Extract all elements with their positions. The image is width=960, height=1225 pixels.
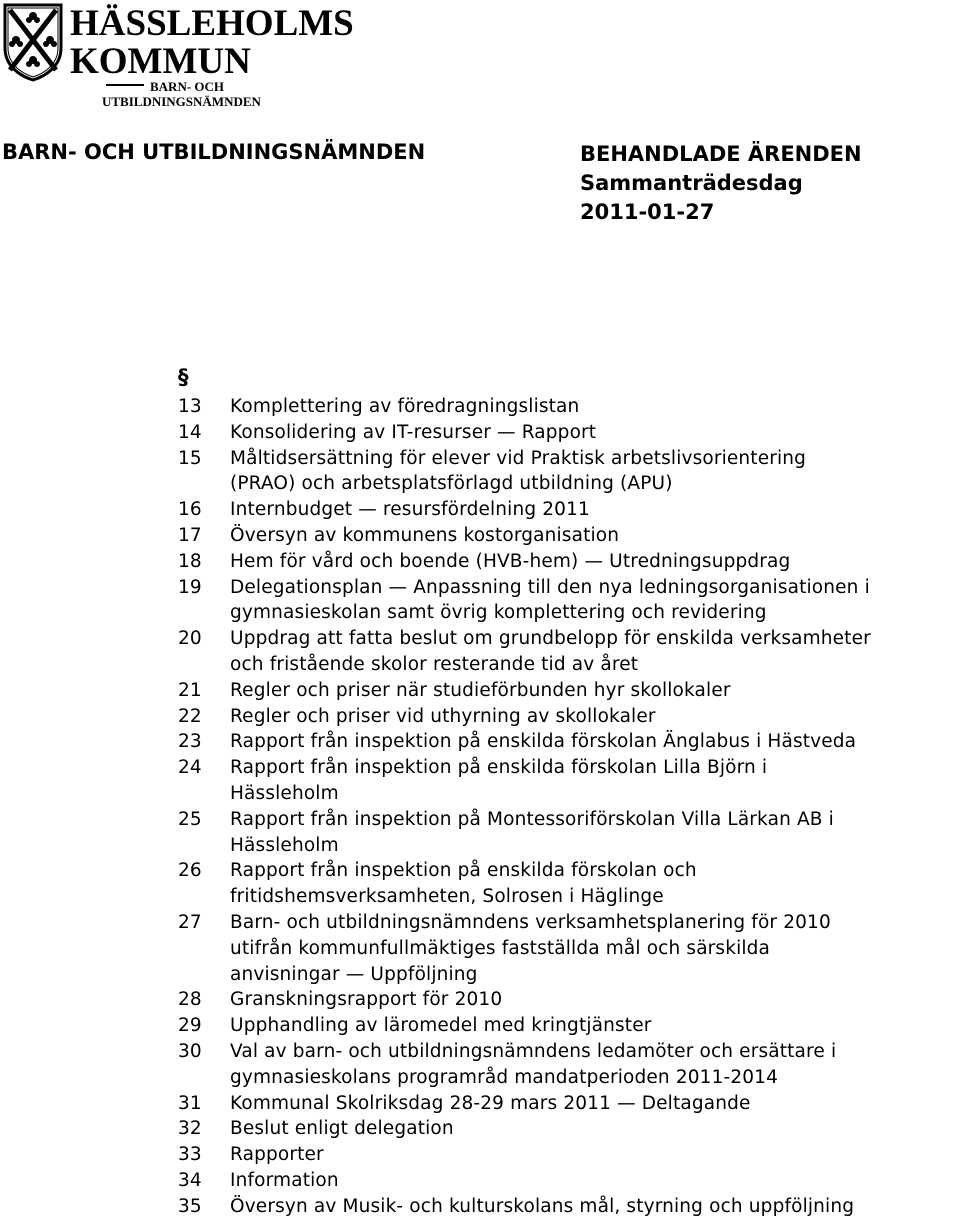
logo: [0, 0, 354, 112]
agenda-item: [178, 626, 958, 678]
agenda-item-number: 31: [178, 1092, 202, 1114]
agenda-item-line: Måltidsersättning för elever vid Praktisk arbetslivsorientering: [230, 447, 807, 469]
agenda-item-number: 24: [178, 757, 202, 779]
agenda-item: [178, 678, 958, 704]
agenda-item-line: Kommunal Skolriksdag 28-29 mars 2011 — Deltagande: [230, 1092, 751, 1114]
agenda-item: [178, 497, 958, 523]
agenda-item-number: 13: [178, 396, 202, 417]
agenda-item-number: 27: [178, 911, 202, 933]
agenda-item-text: [230, 1142, 958, 1168]
agenda-item: [178, 1091, 958, 1117]
agenda-item-line: anvisningar — Uppföljning: [230, 963, 478, 985]
agenda-item: [178, 420, 958, 446]
agenda-item: [178, 704, 958, 730]
agenda-item-text: [230, 807, 958, 859]
agenda-item-line: Hässleholm: [230, 834, 339, 856]
agenda-item-line: Uppdrag att fatta beslut om grundbelopp för enskilda verksamheter: [230, 628, 871, 650]
agenda-item-text: [230, 420, 958, 446]
agenda-item: [178, 1116, 958, 1142]
agenda-item-text: [230, 910, 958, 987]
agenda-item: [178, 1039, 958, 1091]
agenda-item-number: 23: [178, 731, 202, 753]
agenda-item-text: [230, 1168, 958, 1194]
agenda-item: [178, 858, 958, 910]
agenda-item-line: Upphandling av läromedel med kringtjänster: [230, 1015, 652, 1037]
agenda-item-text: [230, 858, 958, 910]
agenda-item-line: utifrån kommunfullmäktiges fastställda mål och särskilda: [230, 937, 771, 959]
agenda-item-text: [230, 626, 958, 678]
agenda-list: [178, 394, 958, 1220]
agenda-item-line: Översyn av Musik- och kulturskolans mål, styrning och uppföljning: [230, 1195, 855, 1217]
agenda-item-number: 14: [178, 421, 202, 443]
logo-rule: [106, 84, 144, 86]
agenda-item-line: Information: [230, 1169, 339, 1191]
agenda-item: [178, 1142, 958, 1168]
agenda-item-number: 30: [178, 1040, 202, 1062]
agenda-item-number: 16: [178, 499, 202, 521]
agenda-item-line: Hässleholm: [230, 782, 339, 804]
agenda-item-line: gymnasieskolans programråd mandatperioden 2011-2014: [230, 1066, 779, 1088]
agenda-item-number: 34: [178, 1169, 202, 1191]
agenda-item-text: [230, 549, 958, 575]
agenda-item-text: [230, 497, 958, 523]
agenda-item: [178, 394, 958, 420]
agenda-item-line: gymnasieskolan samt övrig komplettering och revidering: [230, 602, 767, 624]
logo-subtitle-line2: UTBILDNINGSNÄMNDEN: [102, 94, 261, 109]
committee-heading: BARN- OCH UTBILDNINGSNÄMNDEN: [2, 140, 426, 164]
agenda-item-line: och fristående skolor resterande tid av året: [230, 653, 639, 675]
agenda-item: [178, 1013, 958, 1039]
agenda-item-line: (PRAO) och arbetsplatsförlagd utbildning (APU): [230, 473, 673, 495]
section-sign: §: [178, 365, 189, 389]
agenda-item: [178, 446, 958, 498]
agenda-item-number: 32: [178, 1118, 202, 1140]
agenda-item-text: [230, 1116, 958, 1142]
meeting-label: Sammanträdesdag: [580, 171, 803, 195]
agenda-item-number: 35: [178, 1195, 202, 1217]
agenda-item: [178, 549, 958, 575]
meeting-date: 2011-01-27: [580, 200, 715, 224]
agenda-item-line: fritidshemsverksamheten, Solrosen i Häglinge: [230, 886, 664, 908]
agenda-item-line: Regler och priser vid uthyrning av skollokaler: [230, 705, 656, 727]
agenda-item: [178, 729, 958, 755]
agenda-item-line: Hem för vård och boende (HVB-hem) — Utredningsuppdrag: [230, 550, 791, 572]
agenda-item-line: Regler och priser när studieförbunden hyr skollokaler: [230, 679, 731, 701]
agenda-item-text: [230, 1091, 958, 1117]
document-title: BEHANDLADE ÄRENDEN: [580, 142, 862, 166]
agenda-item: [178, 1168, 958, 1194]
agenda-item-number: 33: [178, 1144, 202, 1166]
document-heading: [580, 140, 862, 227]
agenda-item-line: Val av barn- och utbildningsnämndens ledamöter och ersättare i: [230, 1040, 837, 1062]
agenda-item-text: [230, 1013, 958, 1039]
agenda-item-number: 25: [178, 808, 202, 830]
agenda-item-line: Barn- och utbildningsnämndens verksamhetsplanering för 2010: [230, 911, 831, 933]
agenda-item-line: Delegationsplan — Anpassning till den nya ledningsorganisationen i: [230, 576, 870, 598]
agenda-item-number: 21: [178, 679, 202, 701]
agenda-item-number: 28: [178, 989, 202, 1011]
agenda-item: [178, 755, 958, 807]
agenda-item-number: 18: [178, 550, 202, 572]
agenda-item-line: Rapport från inspektion på enskilda förskolan och: [230, 860, 697, 882]
agenda-item-line: Internbudget — resursfördelning 2011: [230, 499, 590, 521]
agenda-item-text: [230, 394, 958, 420]
agenda-item-text: [230, 678, 958, 704]
logo-subtitle-line1: BARN- OCH: [150, 79, 225, 94]
agenda-item-number: 29: [178, 1015, 202, 1037]
agenda-item-text: [230, 575, 958, 627]
agenda-item-line: Rapport från inspektion på Montessoriförskolan Villa Lärkan AB i: [230, 808, 834, 830]
agenda-item-line: Granskningsrapport för 2010: [230, 989, 503, 1011]
agenda-item: [178, 1194, 958, 1220]
agenda-item-text: [230, 1039, 958, 1091]
agenda-item-line: Komplettering av föredragningslistan: [230, 396, 580, 417]
agenda-item-text: [230, 987, 958, 1013]
agenda-item-text: [230, 755, 958, 807]
logo-text-line1: HÄSSLEHOLMS: [70, 3, 354, 44]
agenda-item-number: 22: [178, 705, 202, 727]
agenda-item: [178, 987, 958, 1013]
agenda-item-number: 20: [178, 628, 202, 650]
agenda-item-line: Konsolidering av IT-resurser — Rapport: [230, 421, 597, 443]
agenda-item-text: [230, 523, 958, 549]
agenda-item-line: Översyn av kommunens kostorganisation: [230, 524, 620, 546]
agenda-item-number: 26: [178, 860, 202, 882]
agenda-item-text: [230, 446, 958, 498]
agenda-item-text: [230, 1194, 958, 1220]
agenda-item-text: [230, 729, 958, 755]
agenda-item-line: Rapporter: [230, 1144, 324, 1166]
agenda-item-number: 15: [178, 447, 202, 469]
agenda-item-text: [230, 704, 958, 730]
logo-text-line2: KOMMUN: [70, 41, 251, 82]
agenda-item: [178, 575, 958, 627]
agenda-item-line: Rapport från inspektion på enskilda förskolan Änglabus i Hästveda: [230, 731, 857, 753]
agenda-item-line: Beslut enligt delegation: [230, 1118, 454, 1140]
agenda-item: [178, 807, 958, 859]
coat-of-arms-icon: [2, 2, 64, 82]
agenda-item-number: 19: [178, 576, 202, 598]
agenda-item-number: 17: [178, 524, 202, 546]
agenda-item-line: Rapport från inspektion på enskilda förskolan Lilla Björn i: [230, 757, 768, 779]
agenda-item: [178, 523, 958, 549]
agenda-item: [178, 910, 958, 987]
